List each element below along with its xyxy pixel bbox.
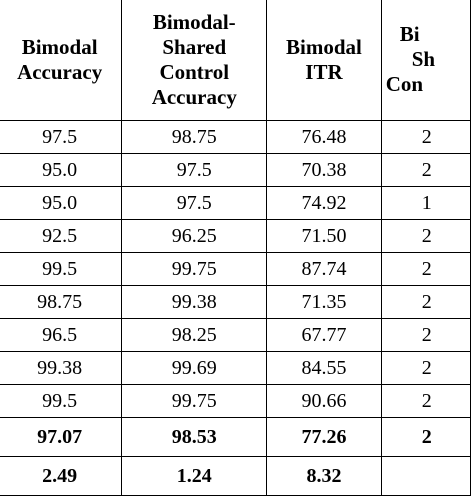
header-line: Accuracy <box>17 59 103 84</box>
header-bimodal-itr <box>267 0 381 121</box>
table-cell: 71.35 <box>267 286 381 319</box>
table-cell: 76.48 <box>267 121 381 154</box>
cell-value: 2 <box>421 291 432 313</box>
table-cell <box>381 220 470 253</box>
header-line: Control <box>159 59 230 84</box>
table-cell: 98.75 <box>122 121 267 154</box>
table-cell: 99.75 <box>122 385 267 418</box>
cell-value: 2 <box>421 126 432 148</box>
cell-value: 2 <box>421 225 432 247</box>
table-cell <box>381 121 470 154</box>
table-cell: 98.25 <box>122 319 267 352</box>
table-cell <box>381 187 470 220</box>
table-body <box>0 121 471 496</box>
header-line: Shared <box>162 34 227 59</box>
table-cell: 96.25 <box>122 220 267 253</box>
table-cell <box>381 385 470 418</box>
table-row <box>0 286 471 319</box>
header-bimodal-shared-control-accuracy <box>122 0 267 121</box>
table-cell: 98.53 <box>122 418 267 457</box>
table-cell: 84.55 <box>267 352 381 385</box>
summary-row <box>0 418 471 457</box>
table-cell <box>381 418 470 457</box>
header-line: ITR <box>305 59 343 84</box>
table-cell: 98.75 <box>0 286 122 319</box>
table-row <box>0 220 471 253</box>
table-row <box>0 121 471 154</box>
table-cell: 97.5 <box>0 121 122 154</box>
table-cell <box>381 286 470 319</box>
header-line: Bimodal <box>21 34 98 59</box>
header-line: Con <box>385 72 424 96</box>
table-cell: 1.24 <box>122 457 267 496</box>
table-cell: 99.5 <box>0 385 122 418</box>
cell-value: 1 <box>421 192 432 214</box>
table-cell: 2.49 <box>0 457 122 496</box>
table-cell: 99.38 <box>122 286 267 319</box>
table-cell: 90.66 <box>267 385 381 418</box>
header-bimodal-accuracy <box>0 0 122 121</box>
cell-value: 2 <box>421 159 432 181</box>
table-cell: 70.38 <box>267 154 381 187</box>
table-cell: 99.38 <box>0 352 122 385</box>
table-cell: 8.32 <box>267 457 381 496</box>
table-cell: 92.5 <box>0 220 122 253</box>
table-cell: 71.50 <box>267 220 381 253</box>
table-row <box>0 352 471 385</box>
cell-value: 2 <box>421 324 432 346</box>
table-cell: 95.0 <box>0 154 122 187</box>
header-line: Bimodal <box>286 34 362 59</box>
table-cell: 97.5 <box>122 187 267 220</box>
table-row <box>0 253 471 286</box>
table-cell <box>381 154 470 187</box>
header-line: Sh <box>411 47 436 71</box>
header-line: Bi <box>399 22 420 46</box>
table-cell: 77.26 <box>267 418 381 457</box>
header-bimodal-shared-control-itr <box>381 0 470 121</box>
cell-value: 2 <box>421 258 432 280</box>
table-cell: 87.74 <box>267 253 381 286</box>
table-cell: 74.92 <box>267 187 381 220</box>
table-cell: 95.0 <box>0 187 122 220</box>
table-cell <box>381 319 470 352</box>
header-row <box>0 0 471 121</box>
summary-row <box>0 457 471 496</box>
table-row <box>0 187 471 220</box>
table-row <box>0 385 471 418</box>
header-line: Bimodal- <box>152 9 236 34</box>
cell-value: 2 <box>421 390 432 412</box>
table-cell: 67.77 <box>267 319 381 352</box>
table-cell <box>381 253 470 286</box>
table-cell: 96.5 <box>0 319 122 352</box>
table-cell: 99.75 <box>122 253 267 286</box>
table-cell: 99.69 <box>122 352 267 385</box>
table-cell <box>381 457 470 496</box>
table-cell: 99.5 <box>0 253 122 286</box>
table-cell: 97.07 <box>0 418 122 457</box>
cell-value: 2 <box>421 357 432 379</box>
table-row <box>0 154 471 187</box>
table-row <box>0 319 471 352</box>
cell-value: 2 <box>421 426 432 448</box>
header-line: Accuracy <box>151 84 237 109</box>
table-cell: 97.5 <box>122 154 267 187</box>
table-cell <box>381 352 470 385</box>
